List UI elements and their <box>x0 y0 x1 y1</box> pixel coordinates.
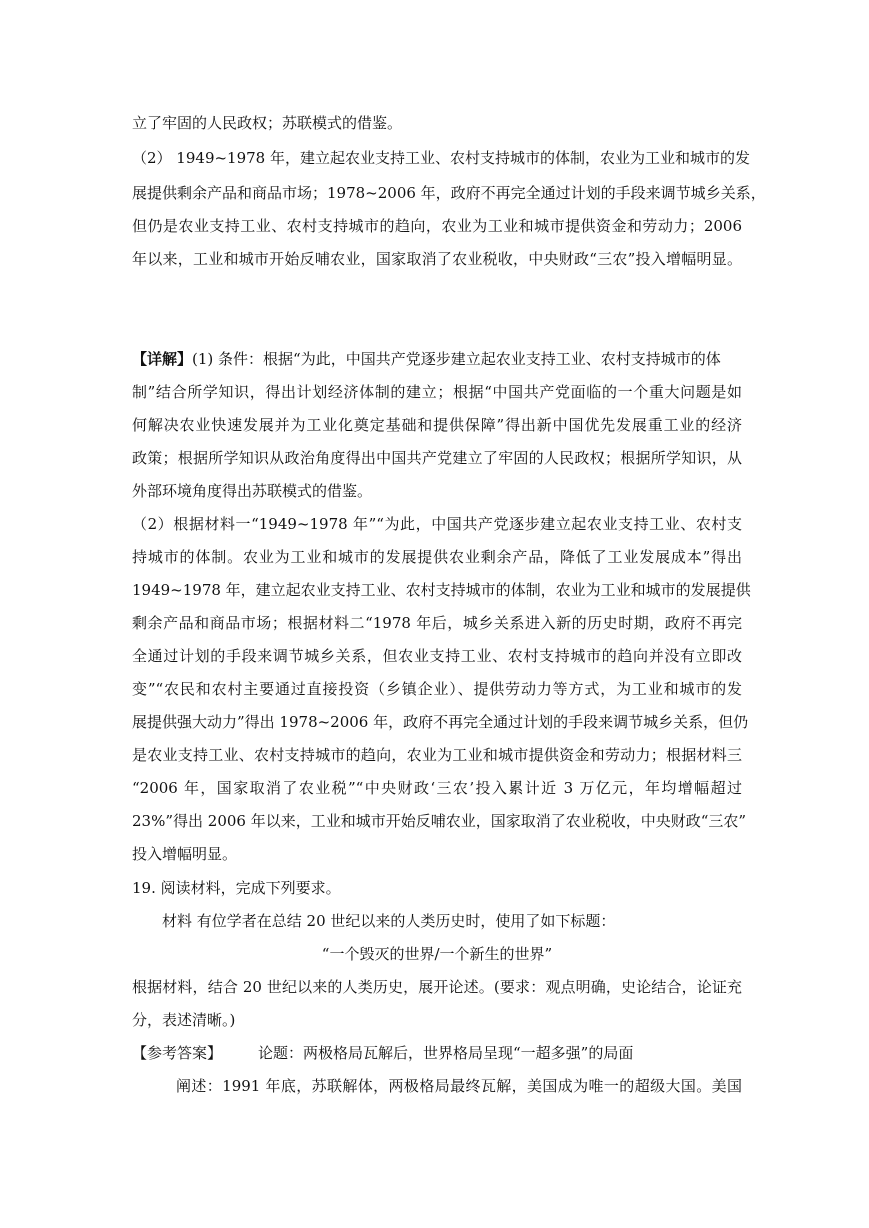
question-requirement: 根据材料，结合 20 世纪以来的人类历史，展开论述。(要求：观点明确，史论结合，论证充 <box>132 978 742 996</box>
text-line: 剩余产品和商品市场；根据材料二“1978 年后，城乡关系进入新的历史时期，政府不再完 <box>132 614 742 632</box>
text-line: 1949~1978 年，建立起农业支持工业、农村支持城市的体制，农业为工业和城市的发展提供 <box>132 581 751 599</box>
text-line: 何解决农业快速发展并为工业化奠定基础和提供保障”得出新中国优先发展重工业的经济 <box>132 416 742 434</box>
question-material: 材料 有位学者在总结 20 世纪以来的人类历史时，使用了如下标题： <box>162 912 616 930</box>
answer-thesis: 论题：两极格局瓦解后，世界格局呈现“一超多强”的局面 <box>258 1044 634 1062</box>
text-line: 全通过计划的手段来调节城乡关系，但农业支持工业、农村支持城市的趋向并没有立即改 <box>132 647 742 665</box>
text-line: （2）根据材料一“1949~1978 年”“为此，中国共产党逐步建立起农业支持工业、农村支 <box>132 515 742 533</box>
text-line: 年以来，工业和城市开始反哺农业，国家取消了农业税收，中央财政“三农”投入增幅明显。 <box>132 250 742 268</box>
text-line: 但仍是农业支持工业、农村支持城市的趋向，农业为工业和城市提供资金和劳动力；2006 <box>132 217 742 235</box>
question-title: 19. 阅读材料，完成下列要求。 <box>132 879 341 897</box>
text-line: 展提供剩余产品和商品市场；1978~2006 年，政府不再完全通过计划的手段来调节城乡关系， <box>132 184 766 202</box>
answer-label: 【参考答案】 <box>132 1044 223 1062</box>
text-line: 展提供强大动力”得出 1978~2006 年，政府不再完全通过计划的手段来调节城乡关系，但仍 <box>132 713 749 731</box>
text-line: 变”“农民和农村主要通过直接投资（乡镇企业）、提供劳动力等方式，为工业和城市的发 <box>132 680 742 698</box>
text-line: （2） 1949~1978 年，建立起农业支持工业、农村支持城市的体制，农业为工业和城市的发 <box>132 149 750 167</box>
text-line: 23%”得出 2006 年以来，工业和城市开始反哺农业，国家取消了农业税收，中央财政“三农” <box>132 812 747 830</box>
text-line: 政策；根据所学知识从政治角度得出中国共产党建立了牢固的人民政权；根据所学知识，从 <box>132 449 742 467</box>
answer-line <box>132 1043 742 1063</box>
text-line: 制”结合所学知识，得出计划经济体制的建立；根据“中国共产党面临的一个重大问题是如 <box>132 383 742 401</box>
text-line: 投入增幅明显。 <box>132 845 238 863</box>
text-line: 持城市的体制。农业为工业和城市的发展提供农业剩余产品，降低了工业发展成本”得出 <box>132 548 742 566</box>
question-requirement-cont: 分，表述清晰。) <box>132 1011 236 1029</box>
question-quote: “一个毁灭的世界/一个新生的世界” <box>321 945 553 963</box>
text-line: 外部环境角度得出苏联模式的借鉴。 <box>132 482 373 500</box>
answer-elaboration: 阐述：1991 年底，苏联解体，两极格局最终瓦解，美国成为唯一的超级大国。美国 <box>176 1077 742 1095</box>
text-line: 是农业支持工业、农村支持城市的趋向，农业为工业和城市提供资金和劳动力；根据材料三 <box>132 746 742 764</box>
detail-first-line-text: (1) 条件：根据“为此，中国共产党逐步建立起农业支持工业、农村支持城市的体 <box>192 350 721 368</box>
text-line: 立了牢固的人民政权；苏联模式的借鉴。 <box>132 114 403 132</box>
detail-heading: 【详解】 <box>132 350 193 368</box>
text-line: “2006 年，国家取消了农业税”“中央财政‘三农’投入累计近 3 万亿元，年均增幅超过 <box>132 779 742 797</box>
detail-first-line <box>132 349 742 369</box>
